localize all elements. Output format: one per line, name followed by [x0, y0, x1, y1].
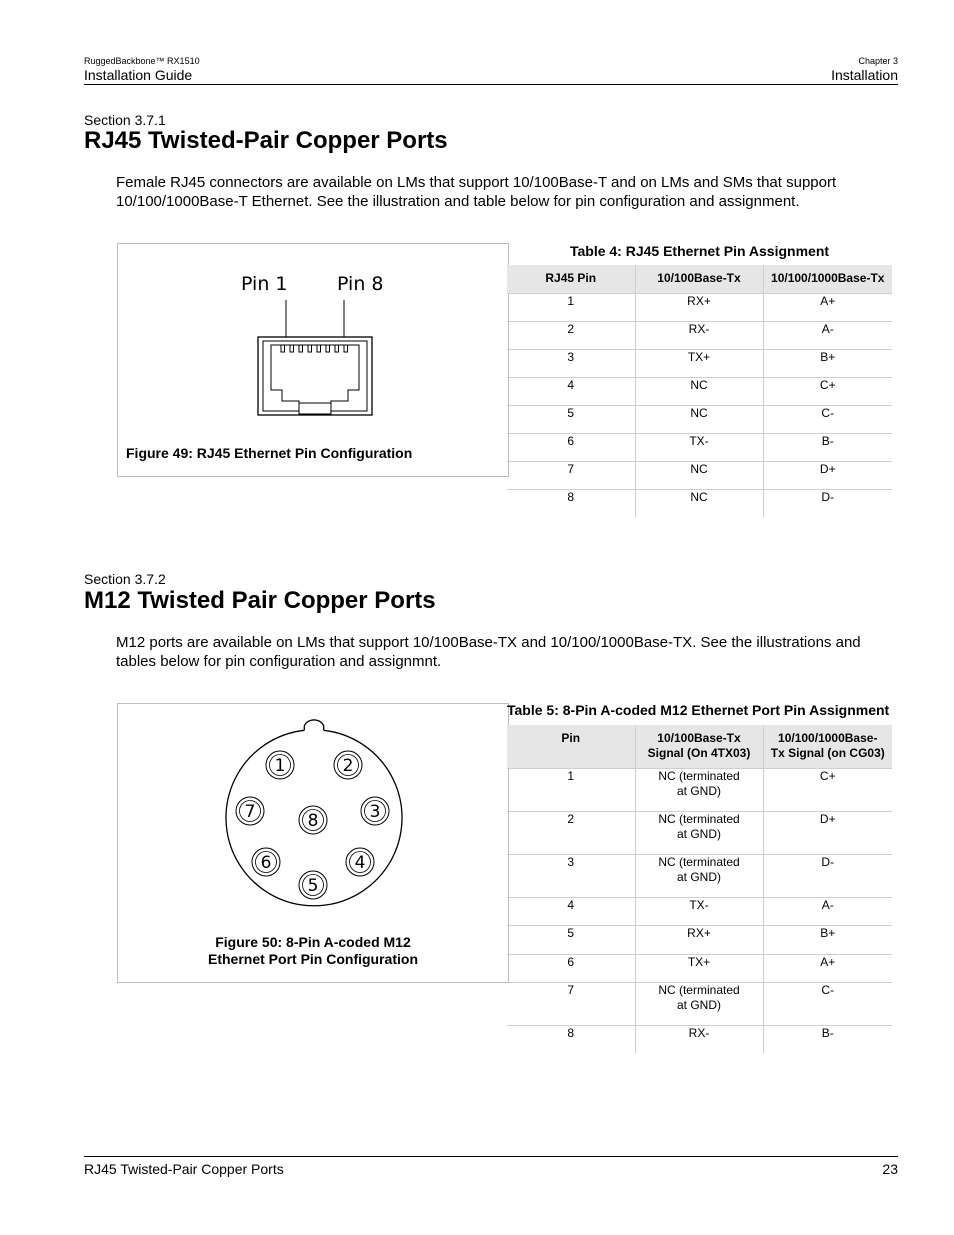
section-1-label: Section 3.7.1: [84, 112, 166, 128]
m12-pin-4: [346, 848, 374, 876]
svg-text:1: 1: [274, 756, 286, 776]
svg-text:6: 6: [260, 853, 272, 873]
table-cell: RX-: [635, 1025, 763, 1053]
svg-text:7: 7: [244, 802, 256, 822]
svg-text:4: 4: [354, 853, 366, 873]
table-cell: NC: [635, 461, 763, 489]
table-cell: 1: [507, 293, 635, 321]
table-header-cell: 10/100/1000Base- Tx Signal (on CG03): [763, 725, 892, 768]
svg-text:3: 3: [369, 802, 381, 822]
table-cell: TX+: [635, 349, 763, 377]
table-cell: C+: [763, 768, 892, 811]
table-cell: NC (terminated at GND): [635, 854, 763, 897]
table-cell: 3: [507, 854, 635, 897]
table-cell: D-: [763, 489, 892, 517]
table-cell: D-: [763, 854, 892, 897]
table-cell: 6: [507, 433, 635, 461]
table-cell: 4: [507, 897, 635, 925]
table-cell: 5: [507, 925, 635, 954]
table-cell: NC (terminated at GND): [635, 982, 763, 1025]
header-doc-title: Installation Guide: [84, 67, 193, 83]
table-cell: B+: [763, 925, 892, 954]
table-cell: 3: [507, 349, 635, 377]
footer-rule: [84, 1156, 898, 1157]
section-1-title: RJ45 Twisted-Pair Copper Ports: [84, 127, 448, 154]
table-header-cell: 10/100/1000Base-Tx: [763, 265, 892, 293]
table-4-caption: Table 4: RJ45 Ethernet Pin Assignment: [569, 243, 830, 259]
table-cell: 4: [507, 377, 635, 405]
header-product: RuggedBackbone™ RX1510: [84, 56, 200, 66]
table-row: [507, 768, 892, 811]
m12-pin-5: [299, 871, 327, 899]
table-cell: TX+: [635, 954, 763, 982]
table-rj45-pin-assignment: [507, 265, 892, 517]
table-cell: RX+: [635, 925, 763, 954]
section-2-paragraph: M12 ports are available on LMs that support 10/100Base-TX and 10/100/1000Base-TX. See the illustrations and tables below for pin configuration and assignmnt.: [116, 634, 861, 670]
table-row: [507, 982, 892, 1025]
page-number: 23: [882, 1161, 898, 1177]
table-cell: A-: [763, 897, 892, 925]
table-cell: 2: [507, 811, 635, 854]
table-cell: A+: [763, 954, 892, 982]
m12-pin-1: [266, 751, 294, 779]
section-2-title: M12 Twisted Pair Copper Ports: [84, 587, 436, 614]
m12-pin-2: [334, 751, 362, 779]
header-chapter: Chapter 3: [858, 56, 898, 66]
table-header-cell: RJ45 Pin: [507, 265, 635, 293]
section-2-label: Section 3.7.2: [84, 571, 166, 587]
table-cell: RX+: [635, 293, 763, 321]
table-row: [507, 405, 892, 433]
table-header-cell: 10/100Base-Tx Signal (On 4TX03): [635, 725, 763, 768]
table-row: [507, 433, 892, 461]
table-cell: 2: [507, 321, 635, 349]
table-cell: 8: [507, 1025, 635, 1053]
table-row: [507, 925, 892, 954]
table-row: [507, 293, 892, 321]
table-row: [507, 461, 892, 489]
pin1-label: Pin 1: [241, 273, 288, 295]
svg-text:8: 8: [307, 811, 319, 831]
m12-pin-8: [299, 806, 327, 834]
table-row: [507, 854, 892, 897]
table-cell: B+: [763, 349, 892, 377]
m12-pin-7: [236, 797, 264, 825]
table-cell: 7: [507, 461, 635, 489]
table-cell: TX-: [635, 433, 763, 461]
table-header-cell: 10/100Base-Tx: [635, 265, 763, 293]
header-rule: [84, 84, 898, 85]
section-1-paragraph: Female RJ45 connectors are available on LMs that support 10/100Base-T and on LMs and SMs that support 10/100/1000Base-T Ethernet. See the illustration and table below for pin configuration and assignment.: [116, 174, 837, 210]
figure-50-caption: Figure 50: 8-Pin A-coded M12 Ethernet Port Pin Configuration: [208, 934, 418, 967]
table-header-row: [507, 265, 892, 293]
table-cell: RX-: [635, 321, 763, 349]
table-row: [507, 377, 892, 405]
table-header-cell: Pin: [507, 725, 635, 768]
table-cell: D+: [763, 811, 892, 854]
table-cell: B-: [763, 1025, 892, 1053]
table-cell: NC: [635, 377, 763, 405]
table-cell: TX-: [635, 897, 763, 925]
table-cell: D+: [763, 461, 892, 489]
table-cell: NC: [635, 489, 763, 517]
table-row: [507, 897, 892, 925]
svg-text:5: 5: [307, 876, 319, 896]
svg-text:2: 2: [342, 756, 354, 776]
table-cell: C-: [763, 405, 892, 433]
pin8-label: Pin 8: [337, 273, 384, 295]
table-cell: 8: [507, 489, 635, 517]
table-cell: NC (terminated at GND): [635, 811, 763, 854]
table-row: [507, 321, 892, 349]
table-m12-pin-assignment: [507, 725, 892, 1053]
table-row: [507, 811, 892, 854]
table-row: [507, 489, 892, 517]
figure-m12-box: [117, 703, 509, 983]
table-cell: A-: [763, 321, 892, 349]
table-row: [507, 1025, 892, 1053]
table-cell: C+: [763, 377, 892, 405]
table-row: [507, 349, 892, 377]
header-chapter-title: Installation: [831, 67, 898, 83]
table-cell: 7: [507, 982, 635, 1025]
table-5-caption: Table 5: 8-Pin A-coded M12 Ethernet Port Pin Assignment: [507, 702, 890, 718]
m12-pin-6: [252, 848, 280, 876]
table-row: [507, 954, 892, 982]
table-header-row: [507, 725, 892, 768]
figure-rj45-box: [117, 243, 509, 477]
table-cell: A+: [763, 293, 892, 321]
table-cell: NC: [635, 405, 763, 433]
figure-49-caption: Figure 49: RJ45 Ethernet Pin Configuration: [126, 445, 413, 461]
m12-pin-3: [361, 797, 389, 825]
table-cell: 6: [507, 954, 635, 982]
table-cell: NC (terminated at GND): [635, 768, 763, 811]
table-cell: B-: [763, 433, 892, 461]
table-cell: 5: [507, 405, 635, 433]
rj45-connector-illustration: [118, 244, 508, 476]
footer-section-title: RJ45 Twisted-Pair Copper Ports: [84, 1161, 284, 1177]
table-cell: 1: [507, 768, 635, 811]
table-cell: C-: [763, 982, 892, 1025]
